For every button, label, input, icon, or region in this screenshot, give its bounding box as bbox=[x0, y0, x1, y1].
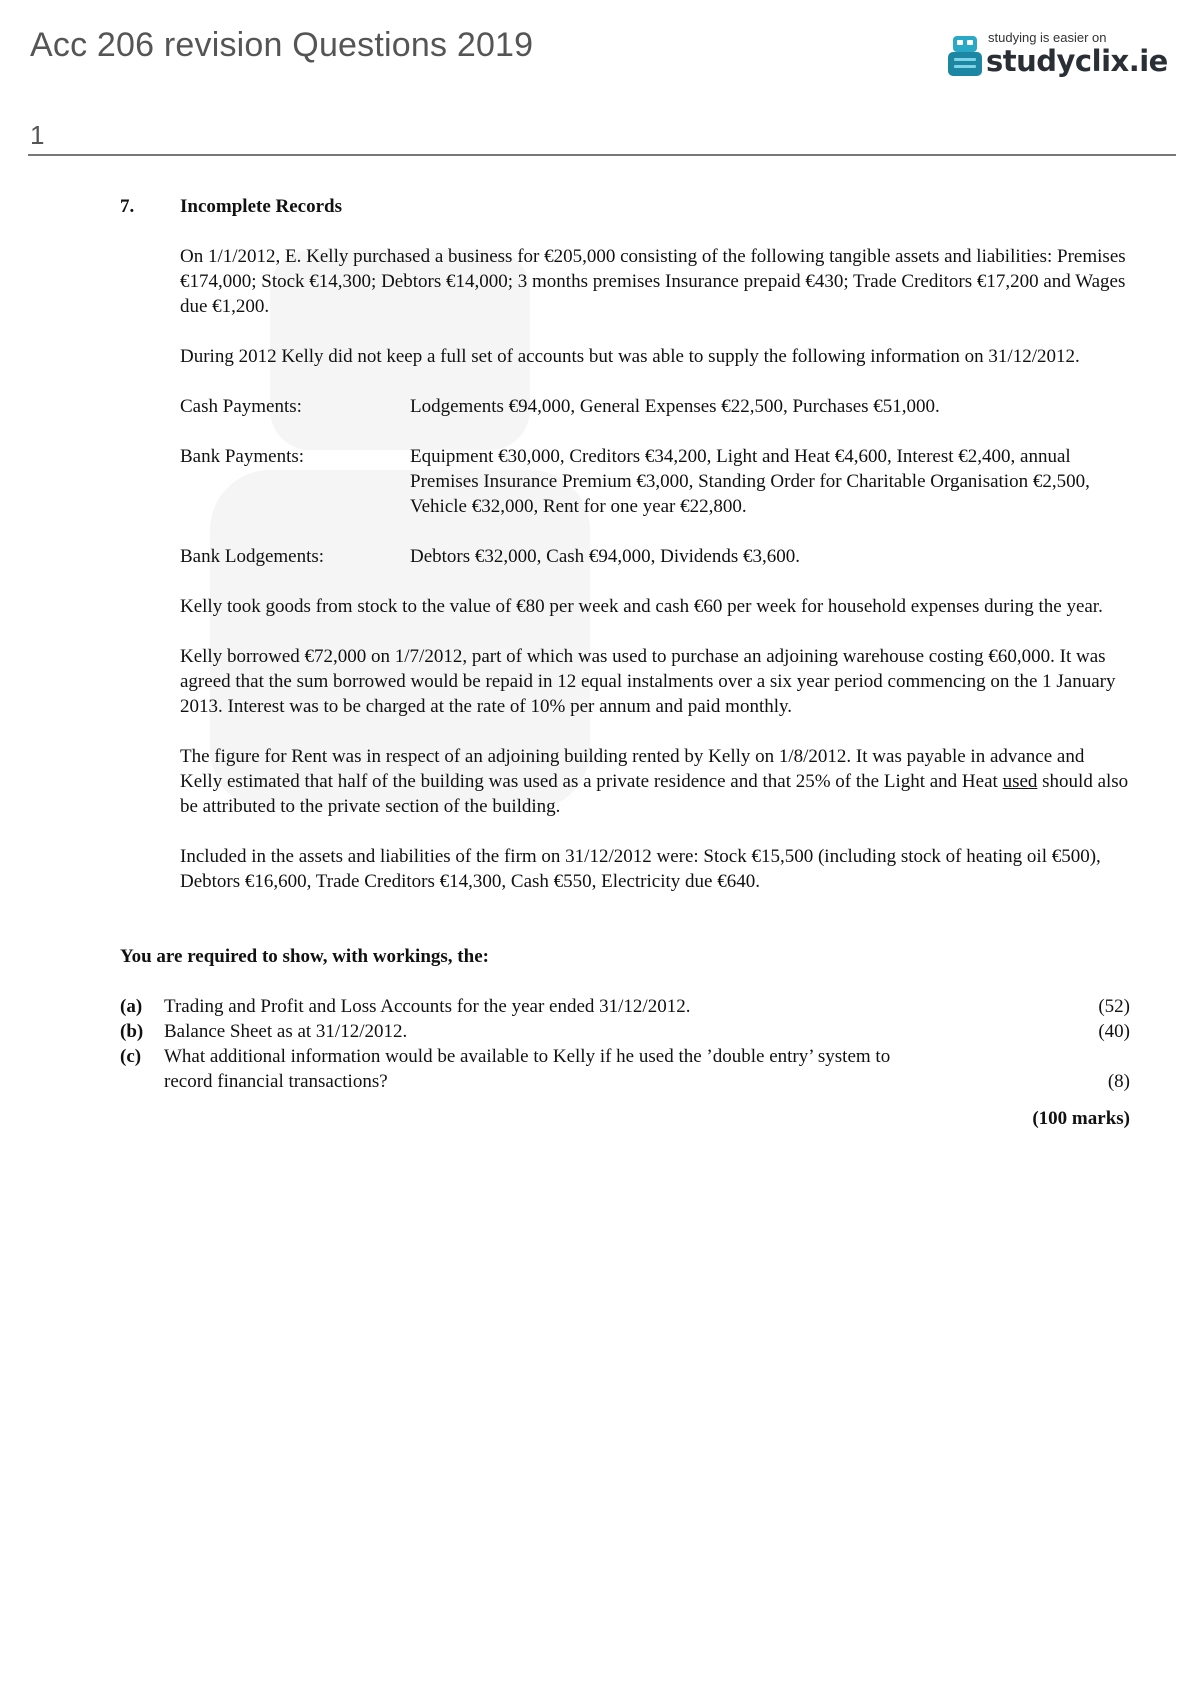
transaction-text: Equipment €30,000, Creditors €34,200, Light and Heat €4,600, Interest €2,400, annual Premises Insurance Premium €3,000, Standing Order for Charitable Organisation €2,500, Vehicle €32,000, Rent for one year €22,800. bbox=[410, 446, 1090, 517]
question-number: 7. bbox=[120, 196, 135, 217]
intro-paragraph: During 2012 Kelly did not keep a full set of accounts but was able to supply the following information on 31/12/2012. bbox=[180, 346, 1080, 367]
requirement-marks: (40) bbox=[1098, 1021, 1130, 1042]
transaction-label: Bank Payments: bbox=[180, 446, 305, 467]
question-title: Incomplete Records bbox=[180, 196, 342, 217]
body-paragraph: Kelly borrowed €72,000 on 1/7/2012, part of which was used to purchase an adjoining warehouse costing €60,000. It was agreed that the sum borrowed would be repaid in 12 equal instalments over a six year period commencing on the 1 January 2013. Interest was to be charged at the rate of 10% per annum and paid monthly. bbox=[180, 646, 1116, 717]
requirement-item bbox=[120, 1019, 1130, 1044]
requirement-text: Trading and Profit and Loss Accounts for the year ended 31/12/2012. bbox=[164, 996, 691, 1017]
requirements-list bbox=[120, 994, 1130, 1094]
studyclix-robot-icon bbox=[948, 34, 982, 78]
requirement-text: What additional information would be available to Kelly if he used the ’double entry’ system to record financial transactions? bbox=[164, 1046, 891, 1092]
question-content bbox=[120, 194, 1130, 1131]
header-divider bbox=[28, 154, 1176, 156]
transaction-label: Cash Payments: bbox=[180, 396, 302, 417]
transaction-text: Lodgements €94,000, General Expenses €22,500, Purchases €51,000. bbox=[410, 396, 940, 417]
body-paragraph: Kelly took goods from stock to the value of €80 per week and cash €60 per week for household expenses during the year. bbox=[180, 596, 1103, 617]
rent-text-underlined: used bbox=[1002, 771, 1038, 792]
question-heading bbox=[120, 194, 1130, 219]
logo-name: studyclix.ie bbox=[986, 44, 1168, 78]
studyclix-logo[interactable] bbox=[948, 28, 1178, 86]
requirement-item bbox=[120, 994, 1130, 1019]
transaction-row bbox=[180, 444, 1130, 519]
requirement-item bbox=[120, 1044, 1130, 1094]
requirement-letter: (a) bbox=[120, 996, 143, 1017]
requirement-text: Balance Sheet as at 31/12/2012. bbox=[164, 1021, 408, 1042]
intro-paragraph: On 1/1/2012, E. Kelly purchased a business for €205,000 consisting of the following tangible assets and liabilities: Premises €174,000; Stock €14,300; Debtors €14,000; 3 months premises Insurance prepaid €430; Trade Creditors €17,200 and Wages due €1,200. bbox=[180, 246, 1126, 317]
document-title: Acc 206 revision Questions 2019 bbox=[30, 26, 534, 64]
rent-paragraph bbox=[180, 744, 1130, 819]
total-marks: (100 marks) bbox=[1032, 1108, 1130, 1129]
requirement-marks: (8) bbox=[1107, 1071, 1130, 1092]
transaction-text: Debtors €32,000, Cash €94,000, Dividends €3,600. bbox=[410, 546, 801, 567]
logo-tagline: studying is easier on bbox=[988, 30, 1107, 45]
transaction-row bbox=[180, 544, 1130, 569]
requirement-letter: (c) bbox=[120, 1046, 142, 1067]
transaction-row bbox=[180, 394, 1130, 419]
requirements-heading: You are required to show, with workings, the: bbox=[120, 946, 489, 967]
question-body bbox=[180, 244, 1130, 894]
page-number: 1 bbox=[30, 120, 45, 150]
rent-text-before: The figure for Rent was in respect of an adjoining building rented by Kelly on 1/8/2012. It was payable in advance and Kelly estimated that half of the building was used as a private residence and that 25% of the Light and Heat bbox=[180, 746, 1085, 792]
requirement-letter: (b) bbox=[120, 1021, 144, 1042]
requirement-marks: (52) bbox=[1098, 996, 1130, 1017]
closing-paragraph: Included in the assets and liabilities of the firm on 31/12/2012 were: Stock €15,500 (including stock of heating oil €500), Debtors €16,600, Trade Creditors €14,300, Cash €550, Electricity due €640. bbox=[180, 846, 1101, 892]
transaction-label: Bank Lodgements: bbox=[180, 546, 325, 567]
rent-text-after: should also be attributed to the private section of the building. bbox=[180, 771, 1129, 817]
